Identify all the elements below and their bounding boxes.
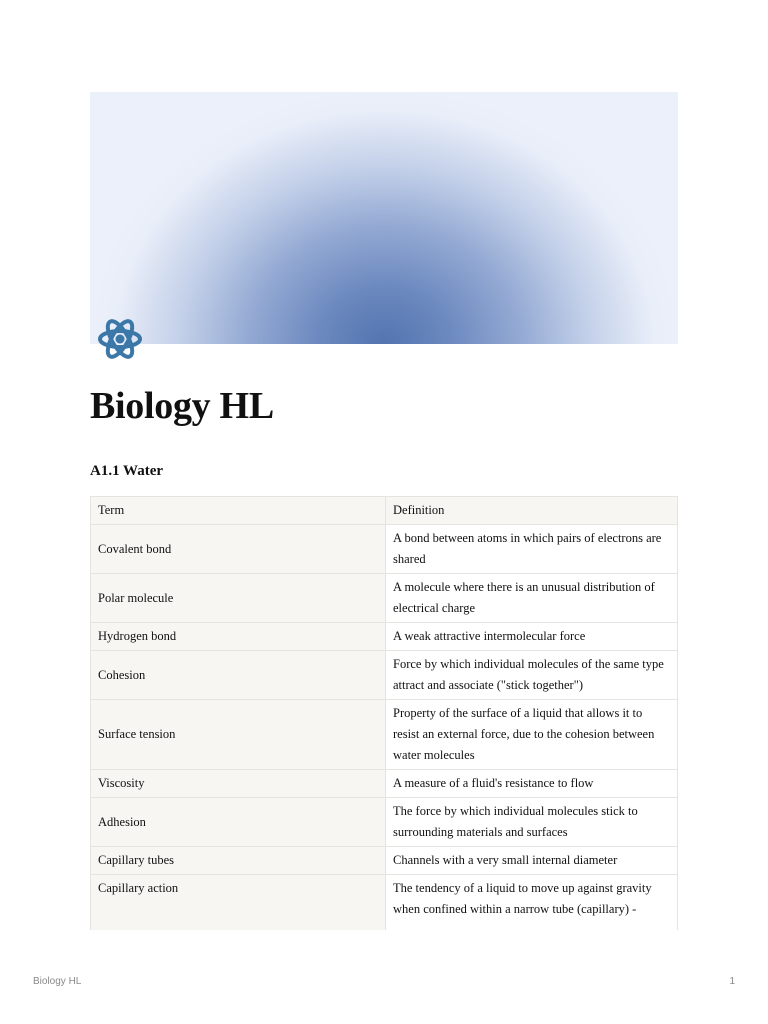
table-row: [91, 623, 678, 651]
table-row: [91, 847, 678, 875]
definition-cell: A bond between atoms in which pairs of electrons are shared: [386, 525, 678, 574]
page-title: Biology HL: [90, 385, 274, 427]
definition-cell: Property of the surface of a liquid that allows it to resist an external force, due to the cohesion between water molecules: [386, 700, 678, 770]
term-cell: Cohesion: [91, 651, 386, 700]
term-cell: Adhesion: [91, 798, 386, 847]
term-cell: Polar molecule: [91, 574, 386, 623]
term-cell: Capillary action: [91, 875, 386, 931]
definition-cell: Channels with a very small internal diameter: [386, 847, 678, 875]
definition-cell: The tendency of a liquid to move up against gravity when confined within a narrow tube (capillary) -: [386, 875, 678, 931]
footer-title: Biology HL: [33, 976, 82, 987]
term-cell: Surface tension: [91, 700, 386, 770]
term-cell: Viscosity: [91, 770, 386, 798]
page-number: 1: [729, 976, 735, 987]
term-cell: Hydrogen bond: [91, 623, 386, 651]
term-cell: Covalent bond: [91, 525, 386, 574]
table-row: [91, 875, 678, 931]
definition-cell: A measure of a fluid's resistance to flow: [386, 770, 678, 798]
header-term: Term: [91, 497, 386, 525]
term-cell: Capillary tubes: [91, 847, 386, 875]
table-row: [91, 651, 678, 700]
table-row: [91, 770, 678, 798]
atom-icon: [96, 315, 144, 363]
definition-cell: A molecule where there is an unusual distribution of electrical charge: [386, 574, 678, 623]
table-header-row: [91, 497, 678, 525]
table-row: [91, 574, 678, 623]
definition-cell: A weak attractive intermolecular force: [386, 623, 678, 651]
table-row: [91, 525, 678, 574]
terms-table: [90, 496, 678, 930]
definition-cell: The force by which individual molecules stick to surrounding materials and surfaces: [386, 798, 678, 847]
cover-image: [90, 92, 678, 344]
definition-cell: Force by which individual molecules of the same type attract and associate ("stick together"): [386, 651, 678, 700]
header-definition: Definition: [386, 497, 678, 525]
table-row: [91, 798, 678, 847]
section-heading: A1.1 Water: [90, 463, 164, 479]
table-row: [91, 700, 678, 770]
